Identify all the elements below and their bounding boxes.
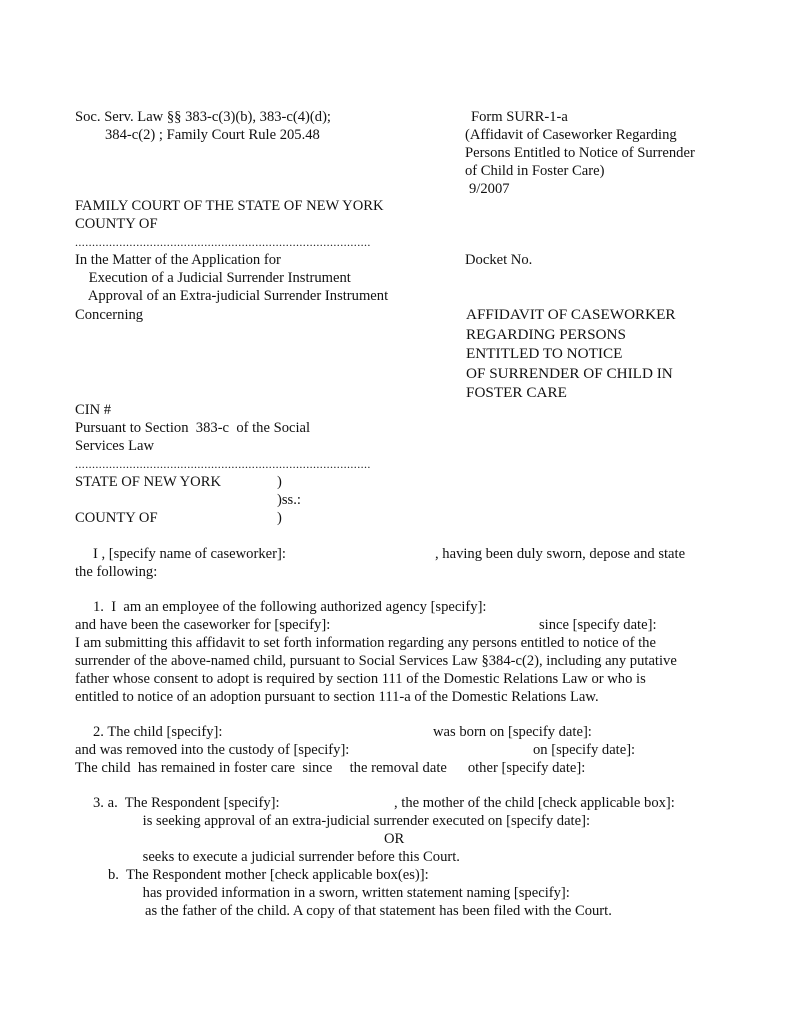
intro-following: the following: (75, 564, 158, 580)
form-description-line2: Persons Entitled to Notice of Surrender (465, 145, 695, 161)
affidavit-title-line1: AFFIDAVIT OF CASEWORKER (466, 306, 676, 323)
statute-citation-line1: Soc. Serv. Law §§ 383-c(3)(b), 383-c(4)(d); (75, 109, 331, 125)
para2-child: 2. The child [specify]: (93, 724, 223, 740)
form-description-line1: (Affidavit of Caseworker Regarding (465, 127, 677, 143)
para3a-or: OR (384, 831, 405, 847)
concerning-label: Concerning (75, 307, 144, 323)
para2-foster-care (75, 759, 585, 777)
para1-line6: entitled to notice of an adoption pursuant to section 111-a of the Domestic Relations Law. (75, 689, 599, 705)
form-description-line3: of Child in Foster Care) (465, 163, 605, 179)
affidavit-title-line4: OF SURRENDER OF CHILD IN (466, 364, 673, 382)
para3a-option1 (129, 812, 590, 830)
para3a-mother: , the mother of the child [check applicable box]: (394, 795, 675, 811)
statute-citation-line2: 384-c(2) ; Family Court Rule 205.48 (105, 127, 320, 143)
para2-other-date-label: other [specify date]: (464, 760, 586, 776)
para3b-option1 (129, 884, 570, 902)
para2-removed-to: and was removed into the custody of [specify]: (75, 742, 350, 758)
affidavit-title-line3: ENTITLED TO NOTICE (466, 345, 623, 362)
docket-label: Docket No. (465, 252, 533, 268)
venue-county: COUNTY OF (75, 510, 158, 526)
venue-paren-3: ) (277, 510, 282, 526)
venue-ss: )ss.: (277, 492, 301, 508)
para1-line4: surrender of the above-named child, pursuant to Social Services Law §384-c(2), including any putative (75, 653, 677, 669)
caption-rule-top: ....................................................................................... (75, 235, 371, 249)
form-id: Form SURR-1-a (471, 109, 568, 125)
para2-removed-on: on [specify date]: (533, 742, 636, 758)
para3a-option2 (129, 848, 460, 866)
para1-line5: father whose consent to adopt is required by section 111 of the Domestic Relations Law or who is (75, 671, 646, 687)
para3a-option1-label: is seeking approval of an extra-judicial surrender executed on [specify date]: (139, 813, 591, 829)
option-judicial-surrender-label: Execution of a Judicial Surrender Instrument (88, 270, 351, 286)
form-date: 9/2007 (469, 181, 510, 197)
court-county: COUNTY OF (75, 216, 158, 232)
para3b-line2: as the father of the child. A copy of that statement has been filed with the Court. (145, 903, 612, 919)
cin-label: CIN # (75, 402, 112, 418)
option-extrajudicial-surrender-label: Approval of an Extra-judicial Surrender Instrument (87, 288, 389, 304)
para3a-respondent: 3. a. The Respondent [specify]: (93, 795, 280, 811)
para3a-option2-label: seeks to execute a judicial surrender before this Court. (139, 849, 460, 865)
affidavit-title-line5: FOSTER CARE (466, 384, 567, 401)
option-judicial-surrender (75, 269, 351, 287)
para2-foster-care-label: The child has remained in foster care since (75, 760, 336, 776)
matter-heading: In the Matter of the Application for (75, 252, 281, 268)
para1-line2a: and have been the caseworker for [specify]: (75, 617, 331, 633)
para1-line2b: since [specify date]: (539, 617, 657, 633)
pursuant-line2: Services Law (75, 438, 155, 454)
caption-rule-bottom: ....................................................................................... (75, 457, 371, 471)
venue-state: STATE OF NEW YORK (75, 474, 221, 490)
intro-sworn: , having been duly sworn, depose and state (435, 546, 686, 562)
venue-paren-1: ) (277, 474, 282, 490)
para3b-option1-label: has provided information in a sworn, written statement naming [specify]: (139, 885, 570, 901)
court-name: FAMILY COURT OF THE STATE OF NEW YORK (75, 198, 384, 214)
pursuant-line1: Pursuant to Section 383-c of the Social (75, 420, 311, 436)
intro-caseworker-name: I , [specify name of caseworker]: (93, 546, 286, 562)
option-extrajudicial-surrender (75, 287, 388, 305)
para1-line1: 1. I am an employee of the following authorized agency [specify]: (93, 599, 487, 615)
para1-line3: I am submitting this affidavit to set forth information regarding any persons entitled to notice of the (75, 635, 656, 651)
para2-removal-date-label: the removal date (345, 760, 455, 776)
affidavit-title-line2: REGARDING PERSONS (466, 325, 626, 343)
para2-born-on: was born on [specify date]: (433, 724, 592, 740)
para3b-heading: b. The Respondent mother [check applicable box(es)]: (108, 867, 429, 883)
